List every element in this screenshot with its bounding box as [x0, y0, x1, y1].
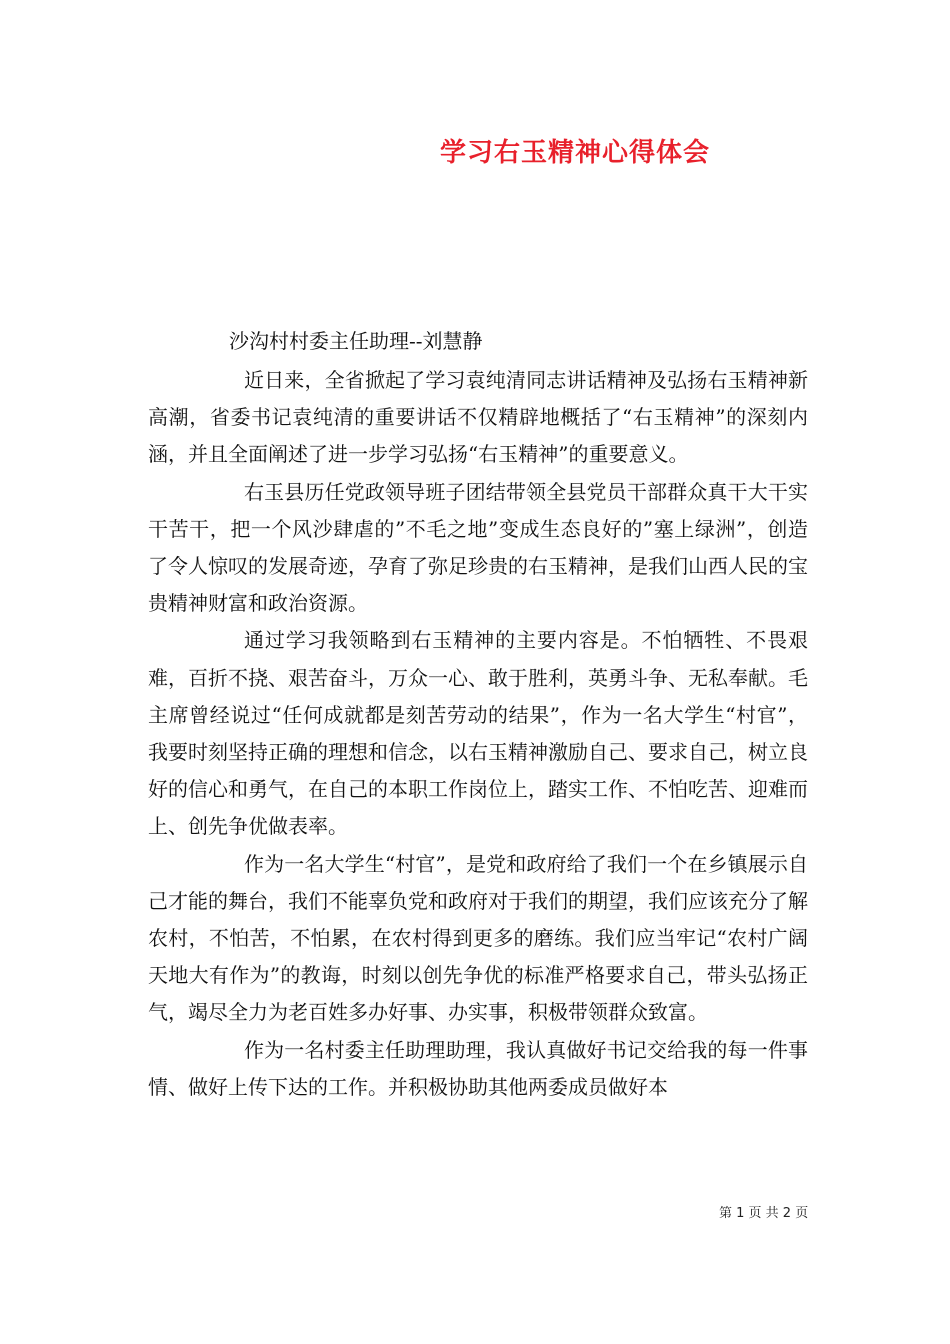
document-body	[148, 362, 808, 1106]
paragraph: 作为一名大学生“村官”，是党和政府给了我们一个在乡镇展示自己才能的舞台，我们不能辜负党和政府对于我们的期望，我们应该充分了解农村，不怕苦，不怕累，在农村得到更多的磨练。我们应当牢记“农村广阔天地大有作为”的教诲，时刻以创先争优的标准严格要求自己，带头弘扬正气，竭尽全力为老百姓多办好事、办实事，积极带领群众致富。	[148, 851, 808, 1025]
paragraph: 作为一名村委主任助理助理，我认真做好书记交给我的每一件事情、做好上传下达的工作。并积极协助其他两委成员做好本	[148, 1037, 808, 1099]
page-number: 第 1 页 共 2 页	[719, 1206, 809, 1221]
paragraph: 近日来，全省掀起了学习袁纯清同志讲话精神及弘扬右玉精神新高潮，省委书记袁纯清的重要讲话不仅精辟地概括了“右玉精神”的深刻内涵，并且全面阐述了进一步学习弘扬“右玉精神”的重要意义。	[148, 368, 808, 467]
paragraph: 右玉县历任党政领导班子团结带领全县党员干部群众真干大干实干苦干，把一个风沙肆虐的”不毛之地”变成生态良好的”塞上绿洲”，创造了令人惊叹的发展奇迹，孕育了弥足珍贵的右玉精神，是我们山西人民的宝贵精神财富和政治资源。	[148, 479, 808, 616]
document-title: 学习右玉精神心得体会	[439, 138, 710, 168]
author-line: 沙沟村村委主任助理--刘慧静	[229, 329, 483, 353]
paragraph: 通过学习我领略到右玉精神的主要内容是。不怕牺牲、不畏艰难，百折不挠、艰苦奋斗，万众一心、敢于胜利，英勇斗争、无私奉献。毛主席曾经说过“任何成就都是刻苦劳动的结果”，作为一名大学生“村官”，我要时刻坚持正确的理想和信念，以右玉精神激励自己、要求自己，树立良好的信心和勇气，在自己的本职工作岗位上，踏实工作、不怕吃苦、迎难而上、创先争优做表率。	[148, 628, 808, 839]
